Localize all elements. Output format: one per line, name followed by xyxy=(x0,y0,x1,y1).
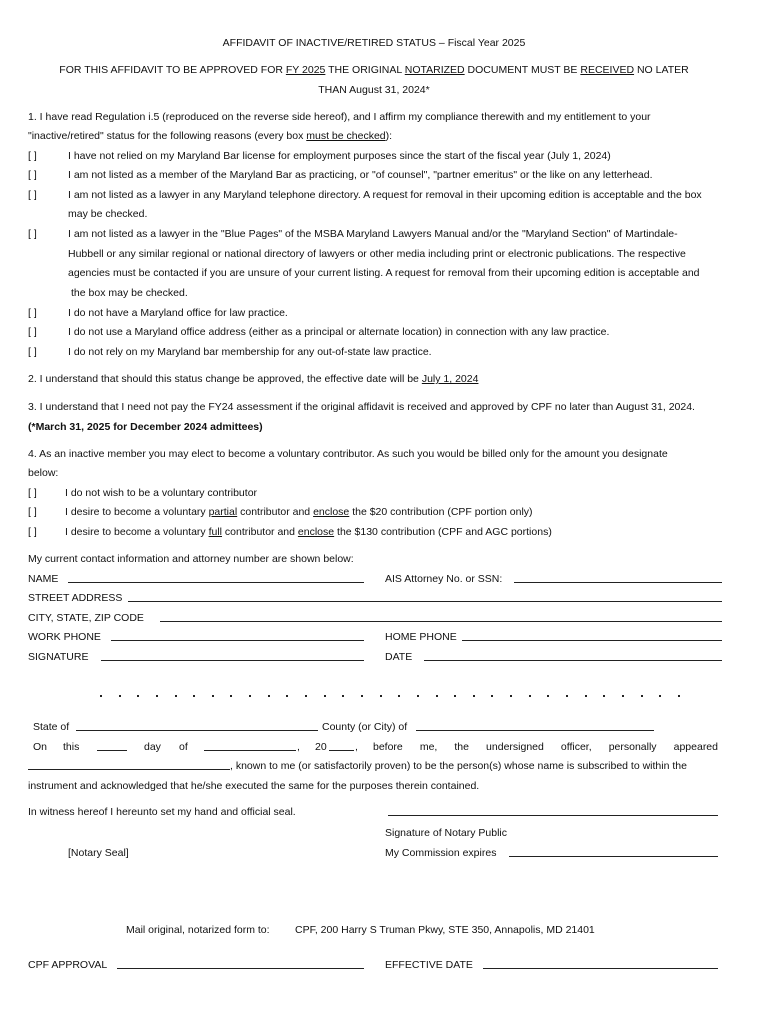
item-text: agencies must be contacted if you are unsure of your current listing. A request for removal from their upcoming edition is acceptable and xyxy=(68,267,700,279)
commission-label: My Commission expires xyxy=(385,847,497,859)
separator-dot xyxy=(547,695,549,697)
separator-dot xyxy=(324,695,326,697)
section2-date: July 1, 2024 xyxy=(421,373,479,385)
intro-text: ): xyxy=(385,130,393,142)
separator-dot xyxy=(566,695,568,697)
form-title xyxy=(28,37,720,49)
item-text: I am not listed as a lawyer in the "Blue Pages" of the MSBA Maryland Lawyers Manual and/or the "Maryland Section" of Martindale- xyxy=(68,228,678,240)
item-text: I do not rely on my Maryland bar membership for any out-of-state law practice. xyxy=(68,346,432,358)
home-phone-label: HOME PHONE xyxy=(385,631,457,643)
county-field[interactable] xyxy=(416,721,654,731)
contact-intro: My current contact information and attorney number are shown below: xyxy=(28,553,354,565)
separator-dot xyxy=(641,695,643,697)
witness-text: In witness hereof I hereunto set my hand and official seal. xyxy=(28,806,296,818)
separator-dot xyxy=(454,695,456,697)
section3-assessment: 3. I understand that I need not pay the FY24 assessment if the original affidavit is received and approved by CPF no later than August 31, 2024. xyxy=(28,401,695,413)
home-phone-field[interactable] xyxy=(462,631,722,641)
separator-dot xyxy=(286,695,288,697)
work-phone-label: WORK PHONE xyxy=(28,631,101,643)
this-label: this xyxy=(63,741,80,753)
separator-dot xyxy=(417,695,419,697)
approval-deadline: THAN August 31, 2024* xyxy=(318,84,430,96)
section4-intro: 4. As an inactive member you may elect to become a voluntary contributor. As such you would be billed only for the amount you designate xyxy=(28,448,668,460)
on-label: On xyxy=(33,741,48,753)
option-text: contributor and xyxy=(222,526,298,538)
checkbox[interactable]: [ ] xyxy=(28,150,37,162)
phone-row xyxy=(28,631,720,643)
item-text: I am not listed as a lawyer in any Maryland telephone directory. A request for removal in their upcoming edition is acceptable and the box xyxy=(68,189,702,201)
notary-witness-row xyxy=(28,806,720,818)
day-label: day xyxy=(144,741,161,753)
option-text: I desire to become a voluntary xyxy=(65,526,209,538)
notary-seal-label: [Notary Seal] xyxy=(68,847,129,859)
cpf-approval-field[interactable] xyxy=(117,959,364,969)
commission-field[interactable] xyxy=(509,847,718,857)
effective-date-label: EFFECTIVE DATE xyxy=(385,959,473,971)
option-partial: partial xyxy=(208,506,238,518)
separator-dot xyxy=(603,695,605,697)
option-text xyxy=(65,526,552,538)
year-prefix: 20 xyxy=(315,741,327,753)
title-main: AFFIDAVIT OF INACTIVE/RETIRED STATUS xyxy=(222,37,436,49)
checkbox[interactable]: [ ] xyxy=(28,307,37,319)
effective-date-field[interactable] xyxy=(483,959,718,969)
notice-notarized: NOTARIZED xyxy=(404,64,465,76)
separator-dot xyxy=(305,695,307,697)
separator-dot xyxy=(622,695,624,697)
checkbox[interactable]: [ ] xyxy=(28,189,37,201)
item-text: I do not have a Maryland office for law practice. xyxy=(68,307,288,319)
work-phone-field[interactable] xyxy=(111,631,364,641)
month-field[interactable] xyxy=(204,741,296,751)
separator-dot xyxy=(156,695,158,697)
city-field[interactable] xyxy=(160,612,722,622)
separator-dot xyxy=(659,695,661,697)
separator-dot xyxy=(119,695,121,697)
of-label: of xyxy=(179,741,188,753)
option-text xyxy=(65,506,533,518)
separator-dot xyxy=(175,695,177,697)
option-enclose: enclose xyxy=(313,506,350,518)
office-use-row xyxy=(28,959,720,971)
mail-label: Mail original, notarized form to: xyxy=(126,924,270,936)
separator-dot xyxy=(398,695,400,697)
checkbox[interactable]: [ ] xyxy=(28,526,37,538)
approval-notice xyxy=(28,64,720,76)
notary-instrument: instrument and acknowledged that he/she executed the same for the purposes therein contained. xyxy=(28,780,480,792)
date-label: DATE xyxy=(385,651,413,663)
notice-fy: FY 2025 xyxy=(285,64,326,76)
notice-text: FOR THIS AFFIDAVIT TO BE APPROVED FOR xyxy=(59,64,286,76)
dotted-separator xyxy=(100,695,680,697)
date-field[interactable] xyxy=(424,651,722,661)
section2-text: 2. I understand that should this status change be approved, the effective date will be xyxy=(28,373,422,385)
name-label: NAME xyxy=(28,573,59,585)
section1-intro: 1. I have read Regulation i.5 (reproduced on the reverse side hereof), and I affirm my compliance therewith and my entitlement to your xyxy=(28,111,651,123)
cpf-approval-label: CPF APPROVAL xyxy=(28,959,108,971)
ais-field[interactable] xyxy=(514,573,722,583)
item-text: Hubbell or any similar regional or national directory of lawyers or other media including print or electronic publications. The respective xyxy=(68,248,686,260)
separator-dot xyxy=(193,695,195,697)
separator-dot xyxy=(473,695,475,697)
section4-intro-2: below: xyxy=(28,467,59,479)
notice-received: RECEIVED xyxy=(580,64,635,76)
intro-text: "inactive/retired" status for the following reasons (every box xyxy=(28,130,307,142)
option-text: I do not wish to be a voluntary contributor xyxy=(65,487,258,499)
option-full: full xyxy=(208,526,223,538)
notice-text: NO LATER xyxy=(634,64,689,76)
title-dash: – xyxy=(436,37,448,49)
title-year: Fiscal Year 2025 xyxy=(447,37,526,49)
year-field[interactable] xyxy=(329,741,354,751)
item-text: the box may be checked. xyxy=(71,287,188,299)
city-label: CITY, STATE, ZIP CODE xyxy=(28,612,144,624)
separator-dot xyxy=(380,695,382,697)
street-row xyxy=(28,592,720,604)
separator-dot xyxy=(436,695,438,697)
separator-dot xyxy=(212,695,214,697)
checkbox[interactable]: [ ] xyxy=(28,506,37,518)
must-be-checked: must be checked xyxy=(306,130,386,142)
separator-dot xyxy=(361,695,363,697)
option-text: the $20 contribution (CPF portion only) xyxy=(349,506,533,518)
mail-address: CPF, 200 Harry S Truman Pkwy, STE 350, Annapolis, MD 21401 xyxy=(295,924,595,936)
section2-effective-date xyxy=(28,373,720,385)
street-field[interactable] xyxy=(128,592,722,602)
street-label: STREET ADDRESS xyxy=(28,592,123,604)
separator-dot xyxy=(529,695,531,697)
checkbox[interactable]: [ ] xyxy=(28,169,37,181)
item-text: I have not relied on my Maryland Bar license for employment purposes since the start of the fiscal year (July 1, 2024) xyxy=(68,150,611,162)
county-label: County (or City) of xyxy=(322,721,408,733)
item-text: may be checked. xyxy=(68,208,148,220)
appeared-name-field[interactable] xyxy=(28,760,230,770)
checkbox[interactable]: [ ] xyxy=(28,326,37,338)
state-field[interactable] xyxy=(76,721,318,731)
separator-dot xyxy=(100,695,102,697)
option-text: the $130 contribution (CPF and AGC portions) xyxy=(334,526,552,538)
separator-dot xyxy=(678,695,680,697)
separator-dot xyxy=(585,695,587,697)
separator-dot xyxy=(230,695,232,697)
signature-field[interactable] xyxy=(101,651,364,661)
checkbox[interactable]: [ ] xyxy=(28,346,37,358)
separator-dot xyxy=(137,695,139,697)
separator-dot xyxy=(249,695,251,697)
option-enclose: enclose xyxy=(297,526,335,538)
notice-text: DOCUMENT MUST BE xyxy=(464,64,581,76)
before-me-text: before me, the undersigned officer, personally appeared xyxy=(373,741,718,753)
signature-row xyxy=(28,651,720,663)
separator-dot xyxy=(510,695,512,697)
city-row xyxy=(28,612,720,624)
option-text: I desire to become a voluntary xyxy=(65,506,209,518)
ais-label: AIS Attorney No. or SSN: xyxy=(385,573,503,585)
item-text: I do not use a Maryland office address (either as a principal or alternate location) in connection with any law practice. xyxy=(68,326,610,338)
notary-signature-field[interactable] xyxy=(388,806,718,816)
option-text: contributor and xyxy=(237,506,314,518)
notary-signature-label: Signature of Notary Public xyxy=(385,827,507,839)
notice-text: THE ORIGINAL xyxy=(325,64,405,76)
section1-intro-2 xyxy=(28,130,720,142)
checkbox[interactable]: [ ] xyxy=(28,228,37,240)
name-row xyxy=(28,573,720,585)
separator-dot xyxy=(342,695,344,697)
section3-note: (*March 31, 2025 for December 2024 admittees) xyxy=(28,421,263,433)
known-to-me-text: , known to me (or satisfactorily proven) to be the person(s) whose name is subscribed to within the xyxy=(230,760,687,772)
checkbox[interactable]: [ ] xyxy=(28,487,37,499)
item-text: I am not listed as a member of the Maryland Bar as practicing, or "of counsel", "partner emeritus" or the like on any letterhead. xyxy=(68,169,653,181)
state-label: State of xyxy=(33,721,70,733)
separator-dot xyxy=(268,695,270,697)
day-number-field[interactable] xyxy=(97,741,127,751)
separator-dot xyxy=(491,695,493,697)
name-field[interactable] xyxy=(68,573,364,583)
signature-label: SIGNATURE xyxy=(28,651,89,663)
